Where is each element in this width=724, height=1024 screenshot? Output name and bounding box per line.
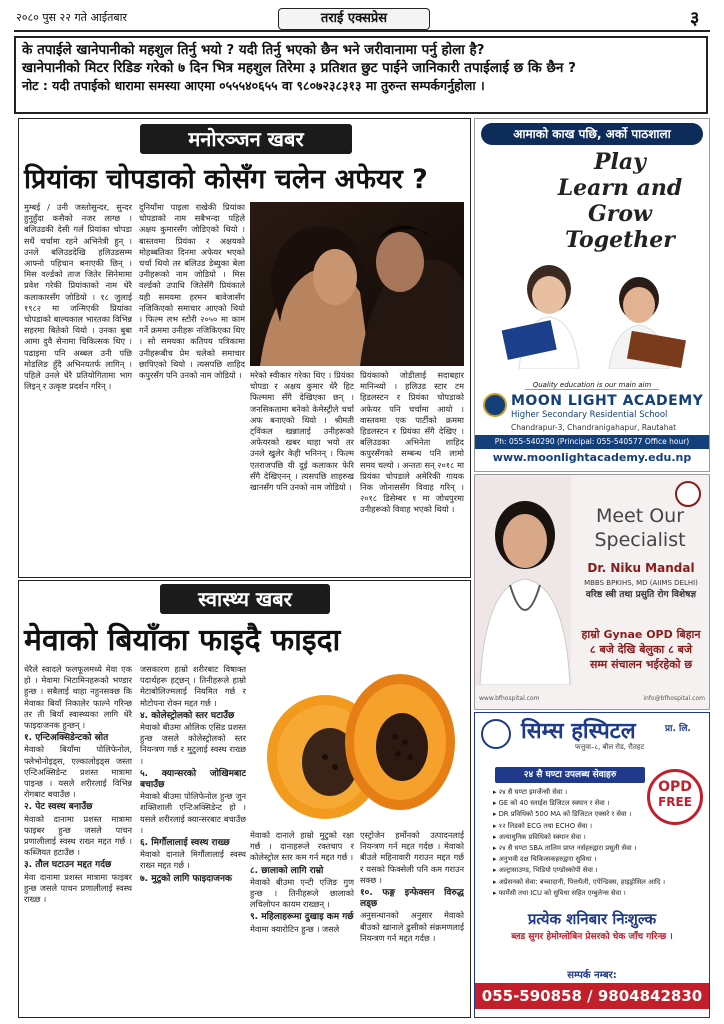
health-banner: स्वास्थ्य खबर [160,584,330,614]
doctor-degree: MBBS BPKIHS, MD (AIIMS DELHI) [584,579,698,587]
hospital-service-item: ▸ DR प्रविधिको 500 MA को डिजिटल एक्सरे र सेवा । [493,810,632,819]
health-para-10: मेवामा क्यारोटिन हुन्छ । जसले [250,923,340,934]
children-reading-illustration [479,259,705,369]
specialist-logo-icon [675,481,701,507]
hospital-logo-icon [481,719,511,749]
opd-line-3: सम्म संचालन भईरहेको छ [589,658,693,671]
hospital-service-item: ▸ फार्मेसी तथा ICU को सुविधा सहित एम्बुलेन्स सेवा । [493,888,626,897]
opd-free-badge-line-1: OPD [658,779,692,795]
health-subhead-3: ३. तौल घटाउन मद्दत गर्दछ [24,860,112,871]
notice-line-3: नोट : यदी तपाईको धारामा समस्या आएमा ०५५५४०६५५ वा ९८०७२३८३१३ मा तुरुन्त सम्पर्कगर्नुहोला । [22,78,485,93]
doctor-role: वरिष्ठ स्त्री तथा प्रसुति रोग विशेषज्ञ [585,590,697,600]
entertainment-col-2 [139,202,245,572]
health-col-1 [24,664,132,1012]
academy-ad [474,118,710,472]
hospital-name-suffix: प्रा. लि. [665,724,691,734]
hospital-service-item: ▸ १२ लिडको ECG तथा ECHO सेवा । [493,821,593,830]
health-subhead-7: ७. मुटुको लागि फाइदाजनक [140,873,232,884]
academy-name: MOON LIGHT ACADEMY [511,393,704,409]
specialist-title-1: Meet Our [595,505,685,527]
hospital-service-item: ▸ अल्ट्रासाउण्ड, भिडियो एण्डोस्कोपी सेवा । [493,866,598,875]
academy-tagline: आमाको काख पछि, अर्को पाठशाला [481,123,703,145]
hospital-service-item: ▸ अनुभवी दक्ष चिकित्सकहरुद्वारा सुविधा । [493,855,597,864]
checkup-note: ब्लड सुगर हेमोग्लोबिन प्रेसरको चेक जाँच गरिन्छ । [511,932,673,942]
hospital-service-item: ▸ अप्रेसनको सेवा: बच्चादानी, पित्तथैली, एपेन्डिक्स, हाइड्रोसिल आदि । [493,877,666,886]
hospital-name: सिम्स हस्पिटल [521,719,636,744]
academy-logo-icon [483,393,507,417]
health-para-2: मेवाको दानामा प्रशस्त मात्रामा फाइबर हुन्छ जसले पाचन प्रणालीलाई स्वस्थ राख्न मद्दत गर्छ । कब्जियत हटाउँछ । [24,813,132,858]
entertainment-col-1 [24,202,132,572]
opd-timing [575,627,707,672]
health-col-4 [360,830,464,1012]
academy-slogan [535,149,705,253]
slogan-play: Play [594,149,646,175]
contact-number[interactable]: 055-590858 / 9804842830 [475,983,709,1009]
health-para-7: मेवाको दानाले मिर्गौलालाई स्वस्थ राख्न मद्दत गर्छ । [140,849,246,871]
contact-label: सम्पर्क नम्बर: [567,970,617,981]
hospital-service-head: २४ सै घण्टा उपलब्ध सेवाहरु [495,767,645,783]
health-para-9: मेवाको बीउमा एन्टी एजिङ गुण हुन्छ । तिनीहरूले छालाको लचिलोपन कायम राख्छन् । [250,876,354,910]
health-col-3 [250,830,354,1012]
hospital-ad [474,712,710,1018]
hospital-service-item: ▸ अत्याधुनिक प्रविधिको स्क्यान सेवा । [493,832,586,841]
issue-date: २०८० पुस २२ गते आईतबार [16,11,127,24]
health-para-5: मेवाको बीउमा ओलिक एसिड प्रशस्त हुन्छ जसले कोलेस्ट्रोलको स्तर नियन्त्रण गर्छ र मुटुलाई स्वस्थ राख्छ । [140,722,246,766]
academy-phone: Ph: 055-540290 (Principal: 055-540577 Office hour) [475,435,709,449]
couple-photo [250,202,464,366]
health-col-2 [140,664,246,1012]
notice-line-1: के तपाईले खानेपानीको महशुल तिर्नु भयो ? यदी तिर्नु भएको छैन भने जरीवानामा पर्नु होला है? [22,42,485,58]
hospital-address: फत्तुवा–८, बौल रोड, रौतहट [575,743,645,751]
health-headline: मेवाको बियाँका फाइदै फाइदा [24,623,341,658]
health-subhead-10: १०. फङ्ग इन्फेक्सन विरुद्ध लड्छ [360,888,464,910]
water-notice [14,36,708,114]
specialist-ad [474,474,710,710]
entertainment-headline: प्रियांका चोपडाको कोसँग चलेन अफेयर ? [24,164,428,195]
health-subhead-1: १. एन्टिअक्सिडेन्टको स्रोत [24,733,109,744]
academy-subname: Higher Secondary Residential School [511,410,668,420]
opd-free-badge-line-2: FREE [658,795,692,809]
slogan-learn: Learn and [557,175,683,201]
saturday-free: प्रत्येक शनिबार निःशुल्क [527,910,657,928]
opd-line-1: हाम्रो Gynae OPD बिहान [581,628,701,641]
health-para-6: मेवाको बीउमा पोलिफेनोल हुन्छ जुन शक्तिशाली एन्टिअक्सिडेन्ट हो । यसले शरीरलाई क्यान्सरबाट बचाउँछ । [140,791,246,835]
opd-line-2: ८ बजे देखि बेलुका ८ बजे [589,643,693,656]
health-intro: धेरैले स्वादले फलफूलमध्ये मेवा एक हो । मेवामा भिटामिनहरूको भण्डार हुन्छ । सबैलाई थाहा नहुनसक्छ कि मेवाका बियाँ निकालेर फाल्ने गरिन्छ तर ती बियाँ स्वास्थ्यका लागि धेरै फाइदाजनक हुन्छन् । [24,664,132,731]
specialist-email[interactable]: info@bfhospital.com [643,695,705,702]
page-number: ३ [690,8,700,29]
slogan-grow: Grow [588,201,652,227]
entertainment-col-1-text: मुम्बई / उनी जस्तोसुन्दर, सुन्दर हुनुहुँदा कसैको नजर लाग्छ । बलिउडकी देसी गर्ल प्रियांका चोपडा सधैं चर्चामा रहने अभिनेत्री हुन् । उनले बलिउडदेखि हलिउडसम्म आफ्नो पहिचान बनाएकी छिन् । मिस वर्ल्डको ताज जितेर सिनेमामा प्रवेश गरेकी प्रियांकाको नाम धेरै कलाकारसँग जोडियो । १८ जुलाई १९८२ मा जन्मिएकी प्रियांका चोपडाको बाल्यकाल भारतका विभिन्न सहरमा बितेको थियो । उनका बुबा आमा दुवै सेनामा चिकित्सक थिए । पढाइमा पनि अब्बल उनी पछि मोडलिङ हुँदै अभिनयतर्फ लागिन् । पहिले उनले धेरै प्रतियोगितामा भाग लिइन् र उत्कृष्ट प्रदर्शन गरिन् । [24,202,132,392]
notice-line-2: खानेपानीको मिटर रिडिङ गरेको ७ दिन भित्र महशुल तिरेमा ३ प्रतिशत छुट पाईने जानिकारी तपाईलाई छ कि छैन ? [22,60,576,76]
health-subhead-2: २. पेट स्वस्थ बनाउँछ [24,802,93,813]
hospital-service-item: ▸ GE को 40 स्लाईस डिजिटल स्क्यान र सेवा । [493,799,610,808]
academy-address: Chandrapur-3, Chandranigahapur, Rautahat [511,423,677,432]
specialist-title-2: Specialist [594,529,686,551]
health-para-8: मेवाको दानाले हाम्रो मुटुको रक्षा गर्छ । दानाहरूले रक्तचाप र कोलेस्ट्रोल स्तर कम गर्न मद्दत गर्छ । [250,830,354,863]
entertainment-col-3 [250,370,354,572]
entertainment-col-2-text: दुनियाँमा पाइला राखेकी प्रियांका चोपडाको नाम सबैभन्दा पहिले अक्षय कुमारसँग जोडिएको थियो । बास्तवमा प्रियंका र अक्षयको मोहब्बतिका दिनमा अफेयर भएको चर्चा थियो तर बलिउड डेब्युका बेला उनीहरूको नाम जोडियो । मिस वर्ल्डको उपाधि जितेसँगै प्रियंकाले यही समयमा हरमन बावेजासँग नजिकिएको समाचार आएको थियो । फिल्म लभ स्टोरी २०५० मा काम गर्ने क्रममा उनीहरू नजिकिएका थिए । सो समयका कतिपय पत्रिकामा उनीहरूबीच प्रेम चलेको समाचार छापिएको थियो । त्यसपछि शाहिद कपुरसँग पनि उनको नाम जोडियो । [139,202,245,381]
health-para-4: जसकारण हाम्रो शरीरबाट विषाक्त पदार्थहरू हट्छन् । तिनीहरूले हाम्रो मेटाबोलिज्मलाई नियमित गर्छ र मोटोपना रोक्न मद्दत गर्छ । [140,664,246,708]
health-subhead-8: ८. छालाको लागि राम्रो [250,865,324,876]
papaya-photo [250,662,464,824]
hospital-service-item: ▸ २४ सै घण्टा इमर्जेन्सी सेवा । [493,788,568,796]
entertainment-col-3-text: मरेको स्वीकार गरेका थिए । प्रियंका चोपडा र अक्षय कुमार धेरै हिट फिल्ममा सँगै देखिएका छन् । जनसिकतामा बनेको केमेस्ट्रीले चर्चा अफ बनाएको थियो । श्रीमती ट्विंकल खन्नालाई उनीहरूको अफेयरको खबर थाहा भयो तर उनले खुलेर केही भनिनन् । फिल्म एतराजपछि यी दुई कलाकार फेरि सँगै देखिएनन् । त्यसपछि शाहरुख खानसँग पनि उनको नाम जोडियो । [250,370,354,493]
hospital-service-item: ▸ २४ सै घण्टा SBA तालिम प्राप्त नर्सहरुद्वारा प्रसुती सेवा । [493,844,637,853]
entertainment-banner: मनोरञ्जन खबर [140,124,352,154]
newspaper-name: तराई एक्सप्रेस [278,8,430,30]
health-subhead-9: ९. महिलाहरूमा दुखाइ कम गर्छ [250,912,354,923]
health-subhead-6: ६. मिर्गौलालाई स्वस्थ राख्छ [140,838,230,849]
entertainment-col-4 [360,370,464,572]
academy-quality: Quality education is our main aim [525,381,659,390]
health-subhead-4: ४. कोलेस्ट्रोलको स्तर घटाउँछ [140,710,235,721]
health-para-12: अनुसन्धानको अनुसार मेवाको बीउको खानाले ढुसीको संक्रमणलाई नियन्त्रण गर्न मद्दत गर्दछ । [360,910,464,943]
doctor-photo [475,475,571,685]
health-subhead-5: ५. क्यान्सरको जोखिमबाट बचाउँछ [140,768,246,791]
entertainment-col-4-text: प्रियंकाको जोडीलाई सदाबहार मानिन्थ्यो । हलिउड स्टार टम हिडलस्टन र प्रियंका चोपडाको अफेयर पनि चर्चामा आयो । वास्तवमा एक पार्टीको क्रममा हिडलस्टन र प्रियंका सँगै देखिए । बलिउडका अभिनेता शाहिद कपुरसँगको सम्बन्ध पनि लामो समय चल्यो । अन्ततः सन् २०१८ मा प्रियंका चोपडाले अमेरिकी गायक निक जोनाससँग विवाह गरिन् । २०१८ डिसेम्बर १ मा जोधपुरमा उनीहरूको विवाह भएको थियो । [360,370,464,515]
slogan-together: Together [565,227,675,253]
specialist-website[interactable]: www.bfhospital.com [479,695,540,702]
health-para-11: एस्ट्रोजेन हर्मोनको उत्पादनलाई नियन्त्रण गर्न मद्दत गर्दछ । मेवाको बीउले महिनावारी गराउन मद्दत गर्छ र यसको फिक्सेली पनि कम गराउन सक्छ । [360,830,464,885]
health-para-3: मेवा दानामा प्रशस्त मात्रामा फाइबर हुन्छ जसले पाचन प्रणालीलाई स्वस्थ राख्छ । [24,871,132,905]
hospital-services-list [483,787,710,899]
doctor-name: Dr. Niku Mandal [587,561,695,575]
health-para-1: मेवाको बियाँमा पोलिफेनोल, फ्लेभोनोइड्स, एल्कालोइड्स जस्ता एन्टिअक्सिडेन्ट प्रशस्त मात्रामा पाइन्छ । यसले शरीरलाई विभिन्न रोगबाट बचाउँछ । [24,744,132,800]
academy-website[interactable]: www.moonlightacademy.edu.np [492,451,692,464]
